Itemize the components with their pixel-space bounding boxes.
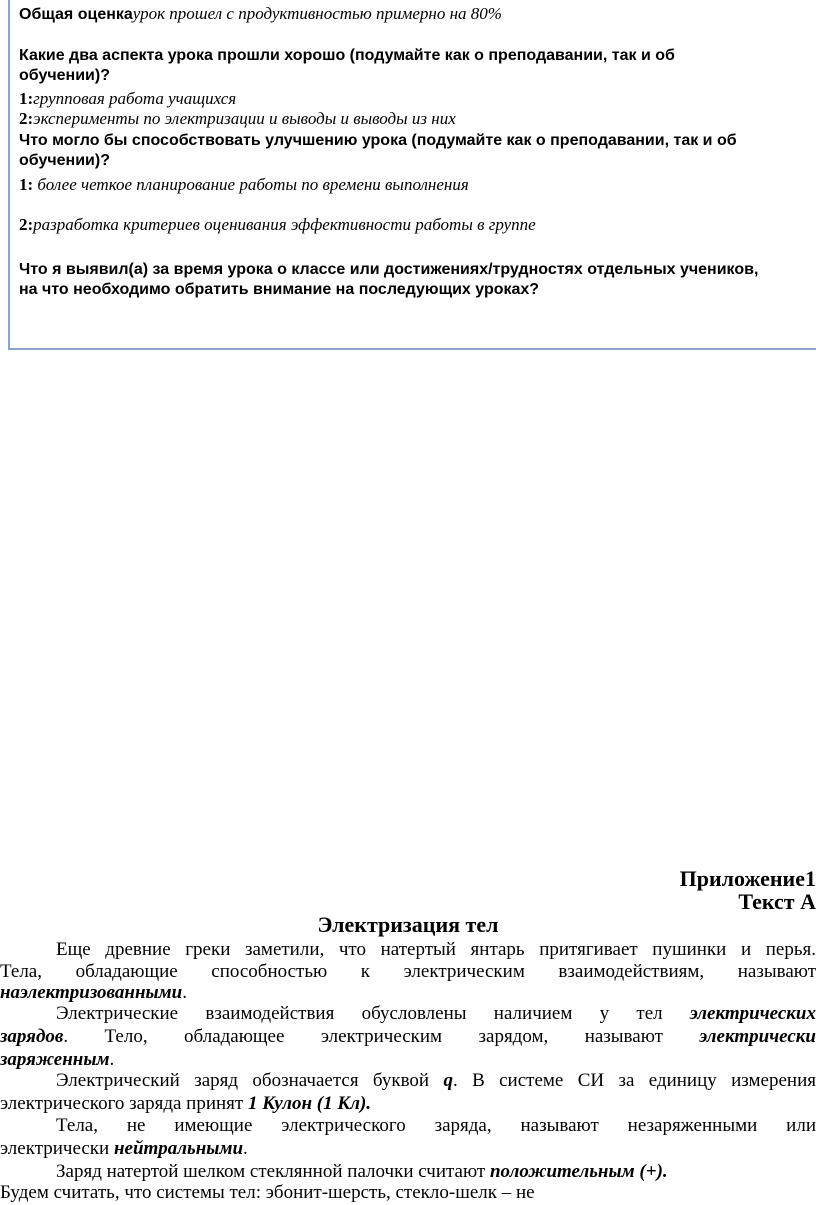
paragraph-2-line-1 — [56, 1002, 816, 1026]
text-run: электрического заряда принят — [0, 1093, 248, 1114]
text-run: электрически — [0, 1138, 114, 1159]
text-label: Текст А — [738, 889, 816, 914]
punctuation: . — [182, 982, 188, 1003]
text-run: Заряд натертой шелком стеклянной палочки считают — [56, 1161, 490, 1182]
document-title: Электризация тел — [317, 912, 499, 937]
paragraph-3-line-1 — [56, 1069, 816, 1093]
overall-value: урок прошел с продуктивностью примерно на 80% — [132, 4, 502, 23]
answer-1-1 — [19, 89, 236, 110]
term-neutral: нейтральными — [113, 1138, 244, 1159]
term-charges: зарядов — [0, 1026, 64, 1047]
answer-2-2 — [19, 215, 536, 236]
question-3-line-2: на что необходимо обратить внимание на последующих уроках? — [19, 281, 540, 298]
answer-text: групповая работа учащихся — [33, 89, 237, 108]
answer-text: эксперименты по электризации и выводы и выводы из них — [33, 109, 456, 128]
question-1-line-1: Какие два аспекта урока прошли хорошо (подумайте как о преподавании, так и об — [19, 47, 675, 64]
question-3-line-1: Что я выявил(а) за время урока о классе или достижениях/трудностях отдельных учеников, — [19, 261, 759, 278]
unit-coulomb: 1 Кулон (1 Кл). — [247, 1093, 372, 1114]
paragraph-4-line-1: Тела, не имеющие электрического заряда, называют незаряженными или — [56, 1115, 816, 1136]
term-charged: заряженным — [0, 1049, 110, 1070]
paragraph-3-line-2 — [0, 1092, 371, 1116]
question-2-line-1: Что могло бы способствовать улучшению урока (подумайте как о преподавании, так и об — [19, 132, 737, 149]
answer-number: 2: — [19, 215, 34, 234]
answer-text: более четкое планирование работы по времени выполнения — [37, 175, 469, 194]
paragraph-2-line-2 — [0, 1025, 816, 1049]
text-run: . В системе СИ за единицу измерения — [452, 1070, 816, 1091]
term-electrically: электрически — [699, 1026, 816, 1047]
text-run: Электрические взаимодействия обусловлены наличием у тел — [56, 1003, 690, 1024]
punctuation: . — [109, 1049, 115, 1070]
overall-rating-line — [19, 4, 502, 25]
term-electric: электрических — [689, 1003, 816, 1024]
paragraph-1-line-2: Тела, обладающие способностью к электрическим взаимодействиям, называют — [0, 961, 816, 982]
answer-number: 2: — [19, 109, 34, 128]
question-2-line-2: обучении)? — [19, 152, 110, 169]
answer-text: разработка критериев оценивания эффективности работы в группе — [33, 215, 536, 234]
paragraph-5-line-2: Будем считать, что системы тел: эбонит-шерсть, стекло-шелк – не — [0, 1182, 535, 1203]
answer-number: 1: — [19, 175, 38, 194]
appendix-label: Приложение1 — [679, 866, 816, 891]
answer-2-1 — [19, 175, 469, 196]
question-1-line-2: обучении)? — [19, 67, 110, 84]
symbol-q: q — [443, 1070, 453, 1091]
text-run: . Тело, обладающее электрическим зарядом, называют — [63, 1026, 700, 1047]
overall-label: Общая оценка — [19, 6, 133, 23]
text-run: Электрический заряд обозначается буквой — [56, 1070, 444, 1091]
term-electrified: наэлектризованными — [0, 982, 183, 1003]
term-positive: положительным (+). — [489, 1161, 668, 1182]
answer-1-2 — [19, 109, 456, 130]
punctuation: . — [243, 1138, 248, 1159]
paragraph-4-line-2 — [0, 1137, 248, 1161]
answer-number: 1: — [19, 89, 34, 108]
paragraph-1-line-1: Еще древние греки заметили, что натертый янтарь притягивает пушинки и перья. — [56, 939, 816, 960]
